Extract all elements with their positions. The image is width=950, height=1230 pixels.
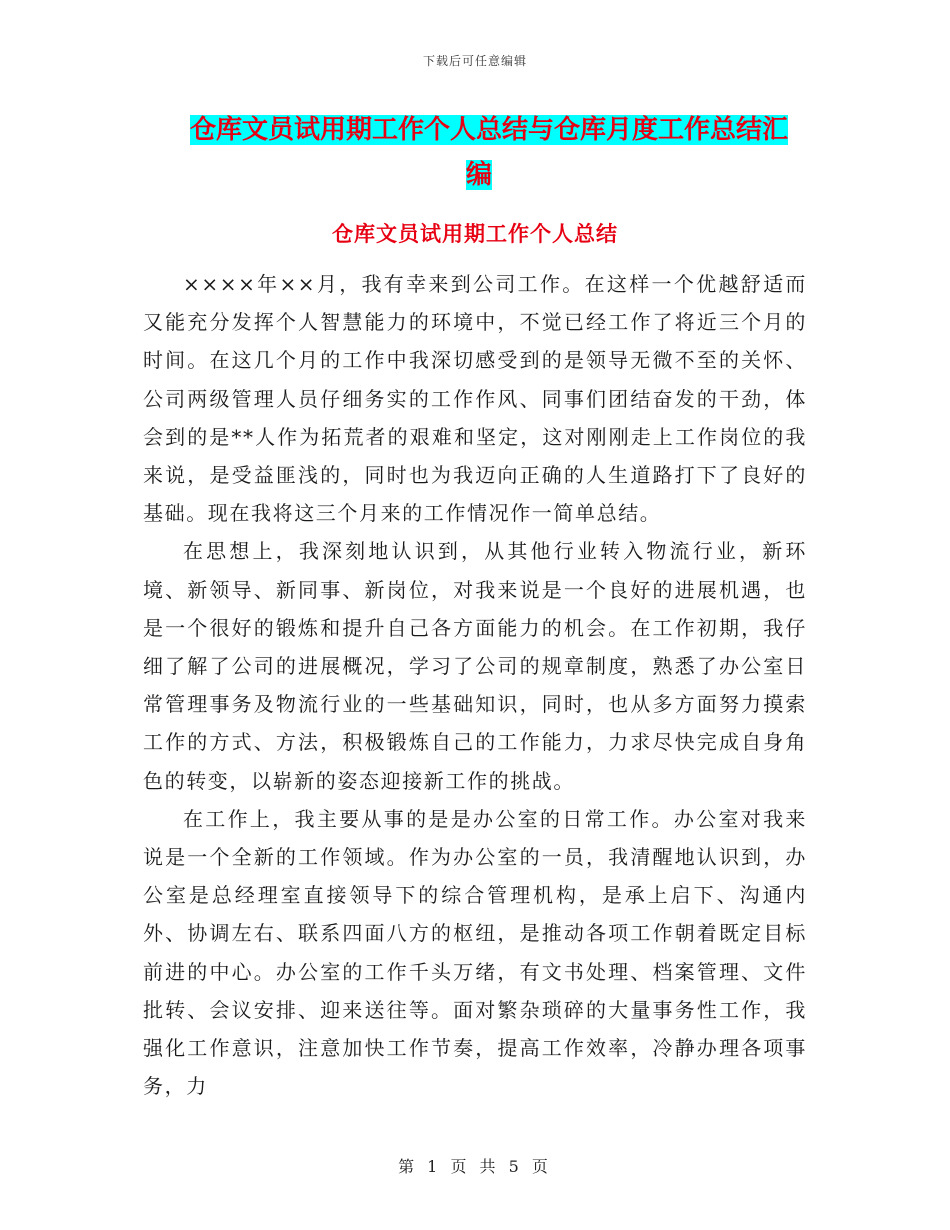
- paragraph: 在思想上，我深刻地认识到，从其他行业转入物流行业，新环境、新领导、新同事、新岗位，对我来说是一个良好的进展机遇，也是一个很好的锻炼和提升自己各方面能力的机会。在工作初期，我仔细了解了公司的进展概况，学习了公司的规章制度，熟悉了办公室日常管理事务及物流行业的一些基础知识，同时，也从多方面努力摸索工作的方式、方法，积极锻炼自己的工作能力，力求尽快完成自身角色的转变，以崭新的姿态迎接新工作的挑战。: [143, 539, 807, 793]
- paragraph: 在工作上，我主要从事的是是办公室的日常工作。办公室对我来说是一个全新的工作领域。作为办公室的一员，我清醒地认识到，办公室是总经理室直接领导下的综合管理机构，是承上启下、沟通内外、协调左右、联系四面八方的枢纽，是推动各项工作朝着既定目标前进的中心。办公室的工作千头万绪，有文书处理、档案管理、文件批转、会议安排、迎来送往等。面对繁杂琐碎的大量事务性工作，我强化工作意识，注意加快工作节奏，提高工作效率，冷静办理各项事务，力: [143, 806, 807, 1099]
- document-title-line2: [148, 153, 810, 198]
- document-title-line1-text: 仓库文员试用期工作个人总结与仓库月度工作总结汇: [190, 115, 789, 145]
- document-title-line1: [190, 108, 810, 153]
- document-title: [190, 108, 810, 198]
- page-header-note: 下载后可任意编辑: [422, 54, 527, 68]
- page-number: 第 1 页 共 5 页: [398, 1157, 552, 1176]
- paragraph: ××××年××月，我有幸来到公司工作。在这样一个优越舒适而又能充分发挥个人智慧能力的环境中，不觉已经工作了将近三个月的时间。在这几个月的工作中我深切感受到的是领导无微不至的关怀、公司两级管理人员仔细务实的工作作风、同事们团结奋发的干劲，体会到的是**人作为拓荒者的艰难和坚定，这对刚刚走上工作岗位的我来说，是受益匪浅的，同时也为我迈向正确的人生道路打下了良好的基础。现在我将这三个月来的工作情况作一简单总结。: [143, 272, 807, 526]
- section-title: 仓库文员试用期工作个人总结: [332, 221, 618, 246]
- document-body: [143, 265, 807, 1105]
- document-title-line2-text: 编: [465, 160, 492, 190]
